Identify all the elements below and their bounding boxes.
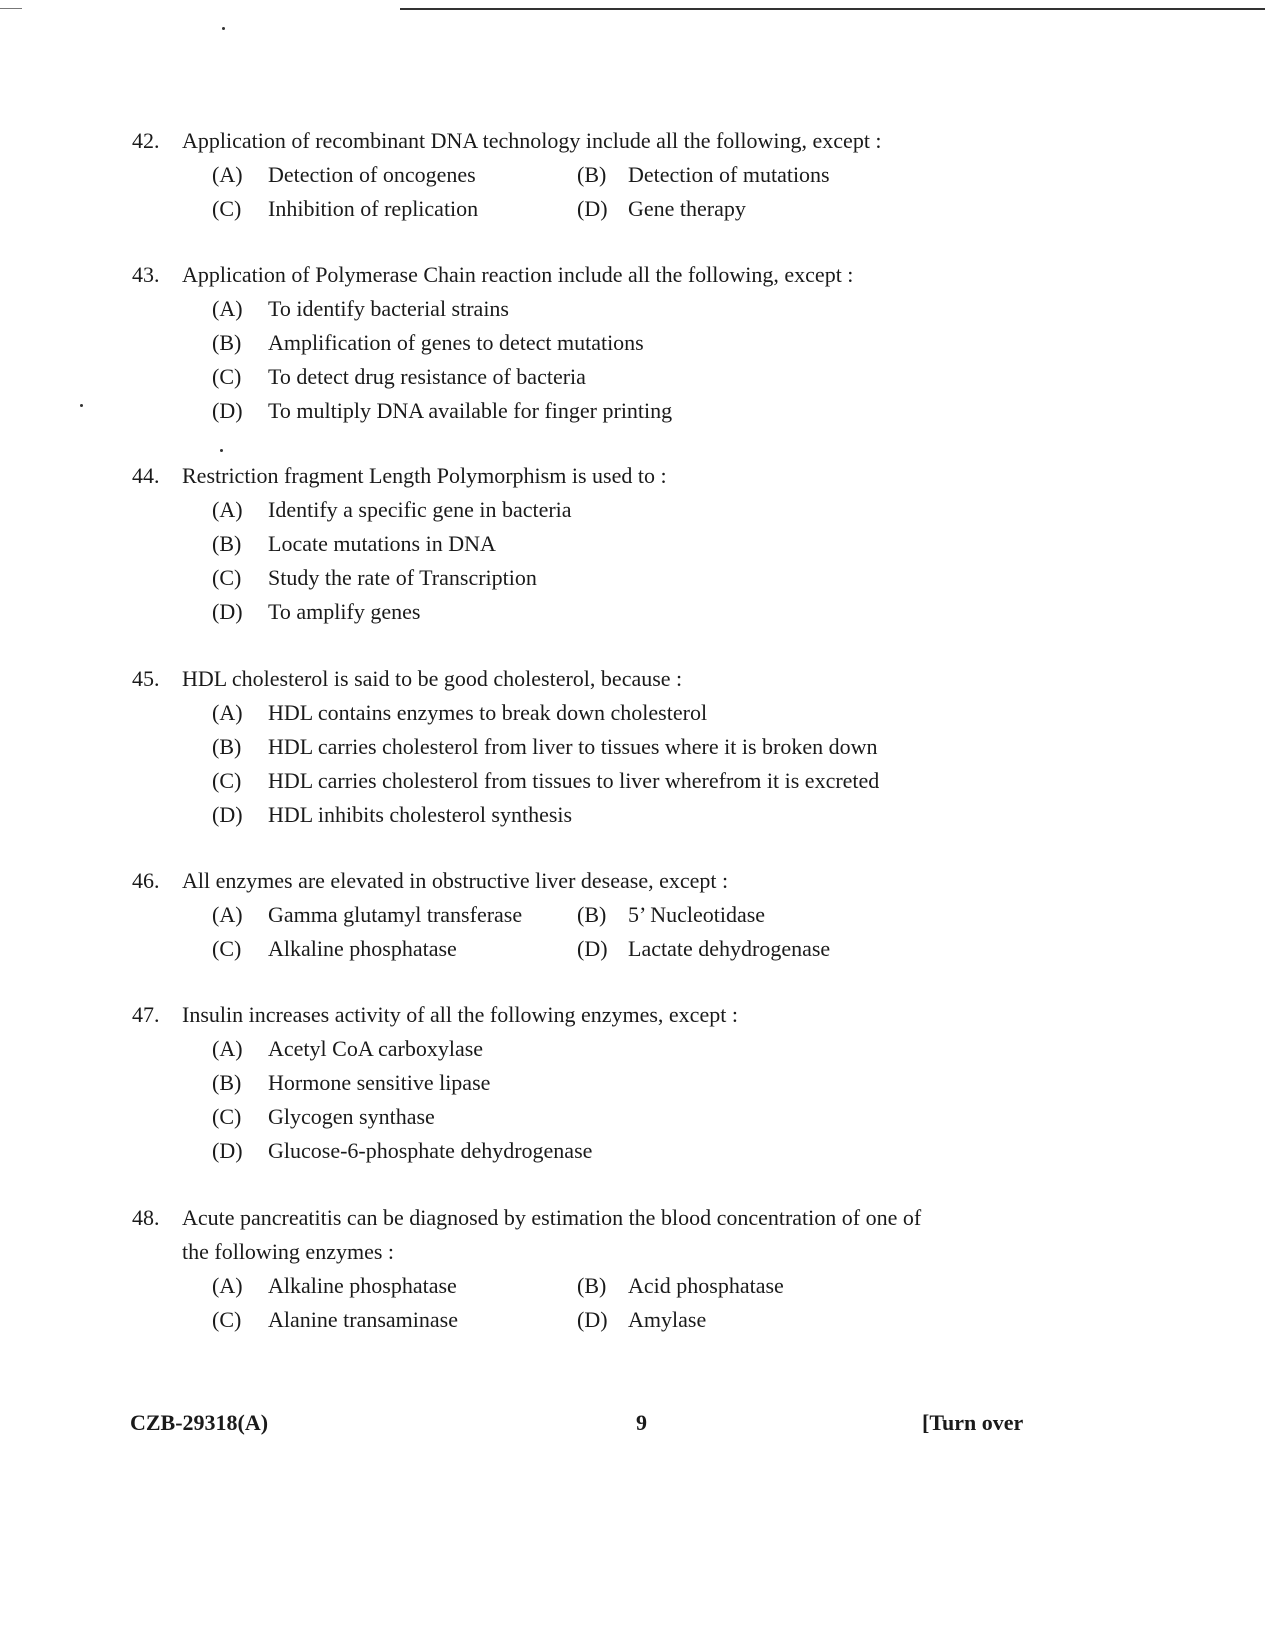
option-label: (A): [212, 1036, 243, 1061]
option-text: Gene therapy: [628, 196, 746, 221]
question-text: HDL cholesterol is said to be good cholesterol, because :: [182, 666, 683, 691]
option-label: (A): [212, 700, 243, 725]
option-row: [132, 292, 1092, 326]
option-text: Gamma glutamyl transferase: [268, 902, 523, 927]
option-text: Alanine transaminase: [268, 1307, 458, 1332]
option-text: Detection of mutations: [628, 162, 830, 187]
option-row: [132, 898, 1092, 932]
option-row: [132, 326, 1092, 360]
question-stem-line: [132, 662, 1092, 696]
option-text: Amplification of genes to detect mutations: [268, 330, 644, 355]
question-block: [132, 459, 1092, 629]
question-block: [132, 124, 1092, 226]
option-text: HDL carries cholesterol from liver to tissues where it is broken down: [268, 734, 878, 759]
page-number: 9: [636, 1410, 647, 1435]
option-label: (C): [212, 936, 242, 961]
scan-speck: [80, 404, 83, 407]
question-text: Acute pancreatitis can be diagnosed by estimation the blood concentration of one of: [182, 1205, 922, 1230]
question-block: [132, 864, 1092, 966]
option-row: [132, 1303, 1092, 1337]
option-text: HDL contains enzymes to break down cholesterol: [268, 700, 708, 725]
option-text: Glucose-6-phosphate dehydrogenase: [268, 1138, 593, 1163]
option-text: Study the rate of Transcription: [268, 565, 537, 590]
turn-over-note: [Turn over: [922, 1410, 1024, 1435]
option-row: [132, 595, 1092, 629]
option-row: [132, 493, 1092, 527]
option-text: Amylase: [628, 1307, 707, 1332]
option-label: (B): [212, 330, 242, 355]
top-rule: [400, 8, 1265, 10]
question-number: 45.: [132, 666, 160, 691]
option-text: To multiply DNA available for finger printing: [268, 398, 673, 423]
option-text: Acetyl CoA carboxylase: [268, 1036, 484, 1061]
option-text: Hormone sensitive lipase: [268, 1070, 491, 1095]
option-row: [132, 158, 1092, 192]
option-text: To detect drug resistance of bacteria: [268, 364, 586, 389]
option-label: (D): [577, 936, 608, 961]
option-label: (C): [212, 1307, 242, 1332]
question-text: Application of Polymerase Chain reaction include all the following, except :: [182, 262, 854, 287]
option-text: To identify bacterial strains: [268, 296, 509, 321]
option-text: To amplify genes: [268, 599, 421, 624]
question-number: 47.: [132, 1002, 160, 1027]
scan-speck: [220, 449, 223, 452]
option-label: (B): [212, 734, 242, 759]
question-number: 43.: [132, 262, 160, 287]
option-label: (D): [212, 802, 243, 827]
option-row: [132, 730, 1092, 764]
option-label: (D): [577, 1307, 608, 1332]
option-label: (A): [212, 1273, 243, 1298]
option-label: (A): [212, 162, 243, 187]
question-stem-line: [132, 864, 1092, 898]
option-label: (C): [212, 565, 242, 590]
top-left-rule: [0, 8, 22, 9]
question-number: 46.: [132, 868, 160, 893]
option-row: [132, 764, 1092, 798]
option-label: (A): [212, 296, 243, 321]
question-block: [132, 1201, 1092, 1337]
option-text: 5’ Nucleotidase: [628, 902, 766, 927]
option-text: Inhibition of replication: [268, 196, 479, 221]
option-text: Lactate dehydrogenase: [628, 936, 831, 961]
option-label: (D): [212, 599, 243, 624]
option-text: Acid phosphatase: [628, 1273, 784, 1298]
option-label: (C): [212, 1104, 242, 1129]
paper-code: CZB-29318(A): [130, 1410, 269, 1435]
option-text: Alkaline phosphatase: [268, 1273, 457, 1298]
question-block: [132, 662, 1092, 832]
question-text: All enzymes are elevated in obstructive liver desease, except :: [182, 868, 729, 893]
scan-speck: [222, 27, 225, 30]
option-row: [132, 360, 1092, 394]
option-row: [132, 696, 1092, 730]
option-label: (C): [212, 196, 242, 221]
option-row: [132, 798, 1092, 832]
question-stem-line: [132, 1201, 1092, 1235]
option-row: [132, 1100, 1092, 1134]
option-label: (D): [577, 196, 608, 221]
question-text: the following enzymes :: [182, 1239, 395, 1264]
option-row: [132, 1134, 1092, 1168]
question-text: Insulin increases activity of all the following enzymes, except :: [182, 1002, 738, 1027]
option-label: (C): [212, 364, 242, 389]
question-text: Restriction fragment Length Polymorphism is used to :: [182, 463, 667, 488]
question-stem-line: [132, 459, 1092, 493]
option-label: (C): [212, 768, 242, 793]
option-row: [132, 394, 1092, 428]
option-row: [132, 1032, 1092, 1066]
option-row: [132, 1269, 1092, 1303]
question-number: 42.: [132, 128, 160, 153]
option-text: Alkaline phosphatase: [268, 936, 457, 961]
option-text: HDL carries cholesterol from tissues to liver wherefrom it is excreted: [268, 768, 880, 793]
option-label: (B): [577, 902, 607, 927]
option-row: [132, 932, 1092, 966]
option-label: (B): [212, 531, 242, 556]
option-text: Glycogen synthase: [268, 1104, 435, 1129]
option-text: Detection of oncogenes: [268, 162, 476, 187]
option-label: (A): [212, 497, 243, 522]
option-text: Identify a specific gene in bacteria: [268, 497, 572, 522]
option-text: HDL inhibits cholesterol synthesis: [268, 802, 573, 827]
option-label: (D): [212, 1138, 243, 1163]
option-row: [132, 192, 1092, 226]
option-row: [132, 561, 1092, 595]
question-stem-line: [132, 998, 1092, 1032]
option-row: [132, 527, 1092, 561]
question-text: Application of recombinant DNA technology include all the following, except :: [182, 128, 882, 153]
question-number: 44.: [132, 463, 160, 488]
option-label: (B): [577, 162, 607, 187]
question-block: [132, 998, 1092, 1168]
option-label: (A): [212, 902, 243, 927]
question-stem-line: [132, 258, 1092, 292]
option-label: (D): [212, 398, 243, 423]
option-label: (B): [577, 1273, 607, 1298]
question-block: [132, 258, 1092, 428]
question-number: 48.: [132, 1205, 160, 1230]
option-text: Locate mutations in DNA: [268, 531, 496, 556]
question-stem-line: [132, 124, 1092, 158]
option-row: [132, 1066, 1092, 1100]
question-stem-line: [132, 1235, 1092, 1269]
option-label: (B): [212, 1070, 242, 1095]
